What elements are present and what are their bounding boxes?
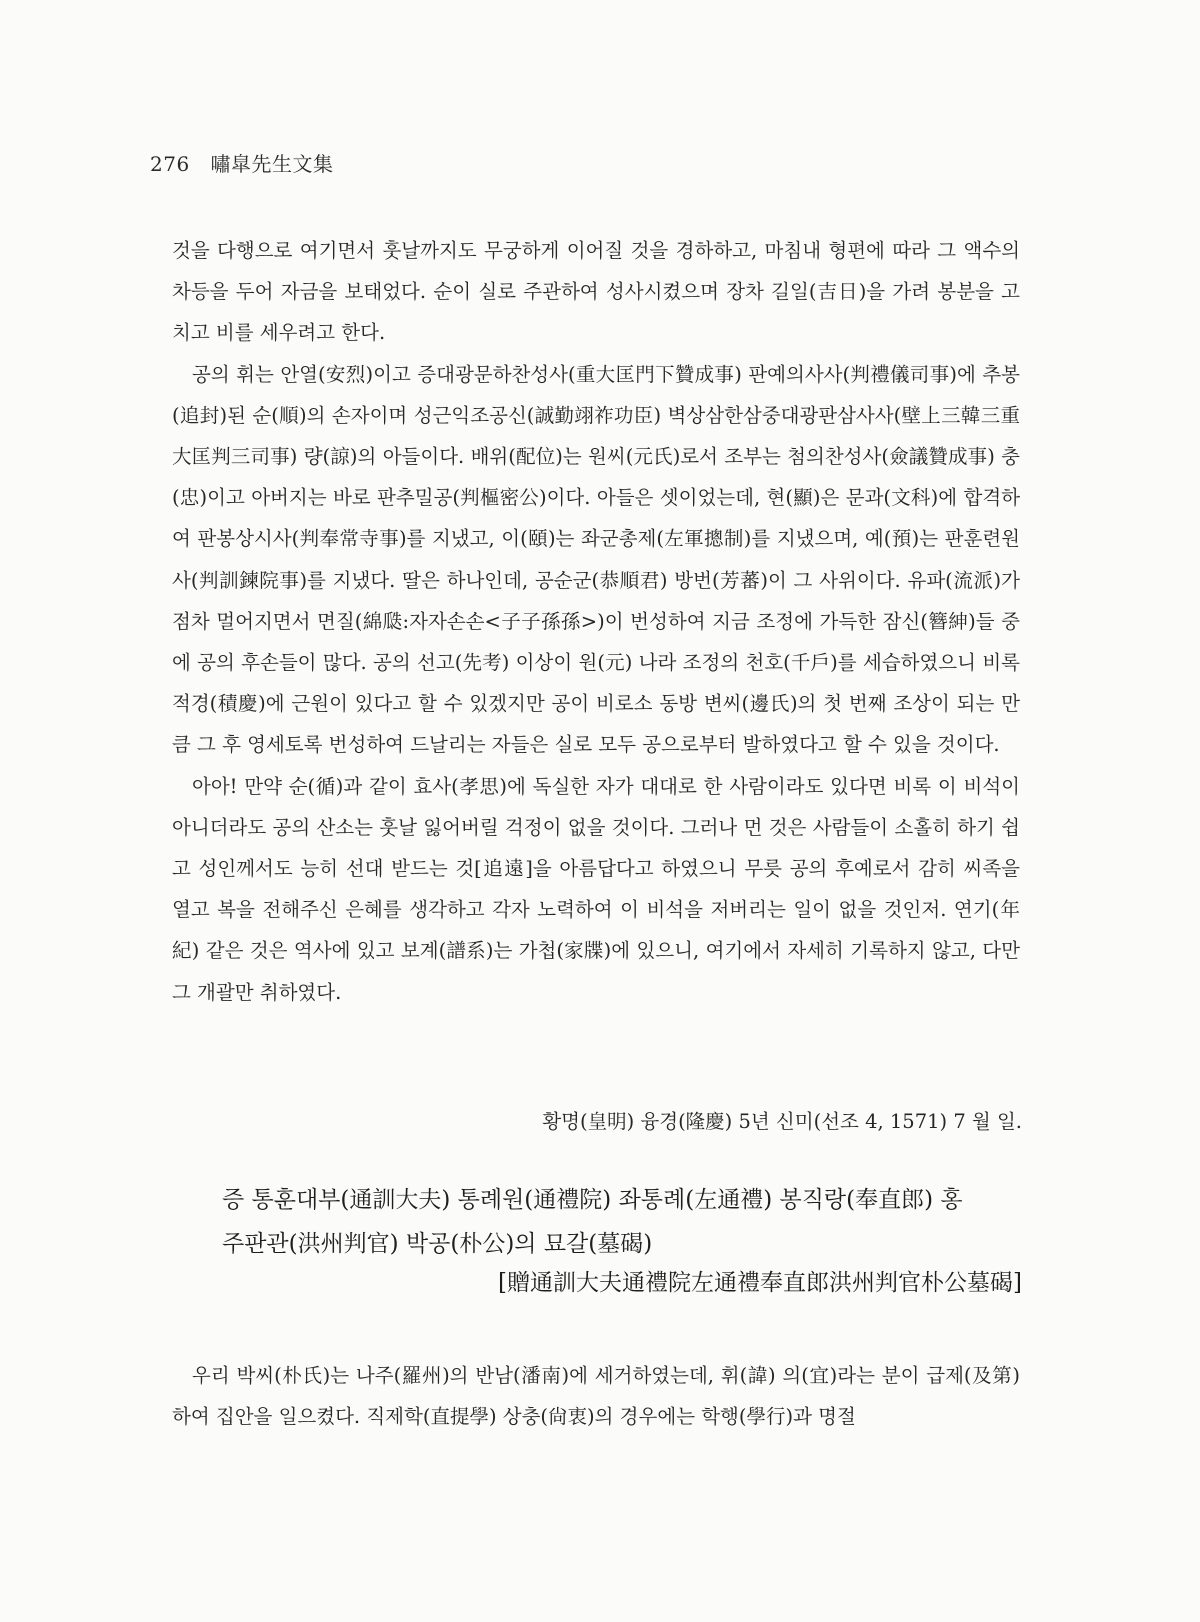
paragraph-3: 아아! 만약 순(循)과 같이 효사(孝思)에 독실한 자가 대대로 한 사람이라도 있다면 비록 이 비석이 아니더라도 공의 산소는 훗날 잃어버릴 걱정이 없을 것이다. 그러나 먼 것은 사람들이 소홀히 하기 쉽고 성인께서도 능히 선대 받드는 것[追遠]을 아름답다고 하였으니 무릇 공의 후예로서 감히 씨족을 열고 복을 전해주신 은혜를 생각하고 각자 노력하여 이 비석을 저버리는 일이 없을 것인저. 연기(年紀) 같은 것은 역사에 있고 보계(譜系)는 가첩(家牒)에 있으니, 여기에서 자세히 기록하지 않고, 다만 그 개괄만 취하였다.	[172, 774, 1020, 1004]
paragraph-1: 것을 다행으로 여기면서 훗날까지도 무궁하게 이어질 것을 경하하고, 마침내 형편에 따라 그 액수의 차등을 두어 자금을 보태었다. 순이 실로 주관하여 성사시켰으며 장차 길일(吉日)을 가려 봉분을 고치고 비를 세우려고 한다.	[172, 239, 1020, 345]
paragraph-2: 공의 휘는 안열(安烈)이고 증대광문하찬성사(重大匡門下贊成事) 판예의사사(判禮儀司事)에 추봉(追封)된 순(順)의 손자이며 성근익조공신(誠勤翊祚功臣) 벽상삼한삼중대광판삼사사(壁上三韓三重大匡判三司事) 량(諒)의 아들이다. 배위(配位)는 원씨(元氏)로서 조부는 첨의찬성사(僉議贊成事) 충(忠)이고 아버지는 바로 판추밀공(判樞密公)이다. 아들은 셋이었는데, 현(顯)은 문과(文科)에 합격하여 판봉상시사(判奉常寺事)를 지냈고, 이(頤)는 좌군총제(左軍摠制)를 지냈으며, 예(預)는 판훈련원사(判訓鍊院事)를 지냈다. 딸은 하나인데, 공순군(恭順君) 방번(芳蕃)이 그 사위이다. 유파(流派)가 점차 멀어지면서 면질(綿瓞:자자손손<子子孫孫>)이 번성하여 지금 조정에 가득한 잠신(簪紳)들 중에 공의 후손들이 많다. 공의 선고(先考) 이상이 원(元) 나라 조정의 천호(千戶)를 세습하였으니 비록 적경(積慶)에 근원이 있다고 할 수 있겠지만 공이 비로소 동방 변씨(邊氏)의 첫 번째 조상이 되는 만큼 그 후 영세토록 번성하여 드날리는 자들은 실로 모두 공으로부터 발하였다고 할 수 있을 것이다.	[172, 362, 1020, 757]
paragraph-4: 우리 박씨(朴氏)는 나주(羅州)의 반남(潘南)에 세거하였는데, 휘(諱) 의(宜)라는 분이 급제(及第)하여 집안을 일으켰다. 직제학(直提學) 상충(尙衷)의 경우에는 학행(學行)과 명절	[172, 1364, 1020, 1429]
heading-hanja-title: [贈通訓大夫通禮院左通禮奉直郎洪州判官朴公墓碣]	[498, 1270, 1022, 1296]
section-heading	[222, 1178, 1022, 1266]
body-text	[172, 230, 1020, 1013]
running-head	[150, 148, 334, 177]
date-line: 황명(皇明) 융경(隆慶) 5년 신미(선조 4, 1571) 7 월 일.	[542, 1110, 1022, 1133]
body-text-continued	[172, 1355, 1020, 1437]
heading-line-2: 주판관(洪州判官) 박공(朴公)의 묘갈(墓碣)	[222, 1231, 653, 1257]
heading-line-1: 증 통훈대부(通訓大夫) 통례원(通禮院) 좌통례(左通禮) 봉직랑(奉直郎) 홍	[222, 1187, 963, 1213]
book-title: 嘯皐先生文集	[210, 152, 334, 176]
page-number: 276	[150, 152, 190, 176]
